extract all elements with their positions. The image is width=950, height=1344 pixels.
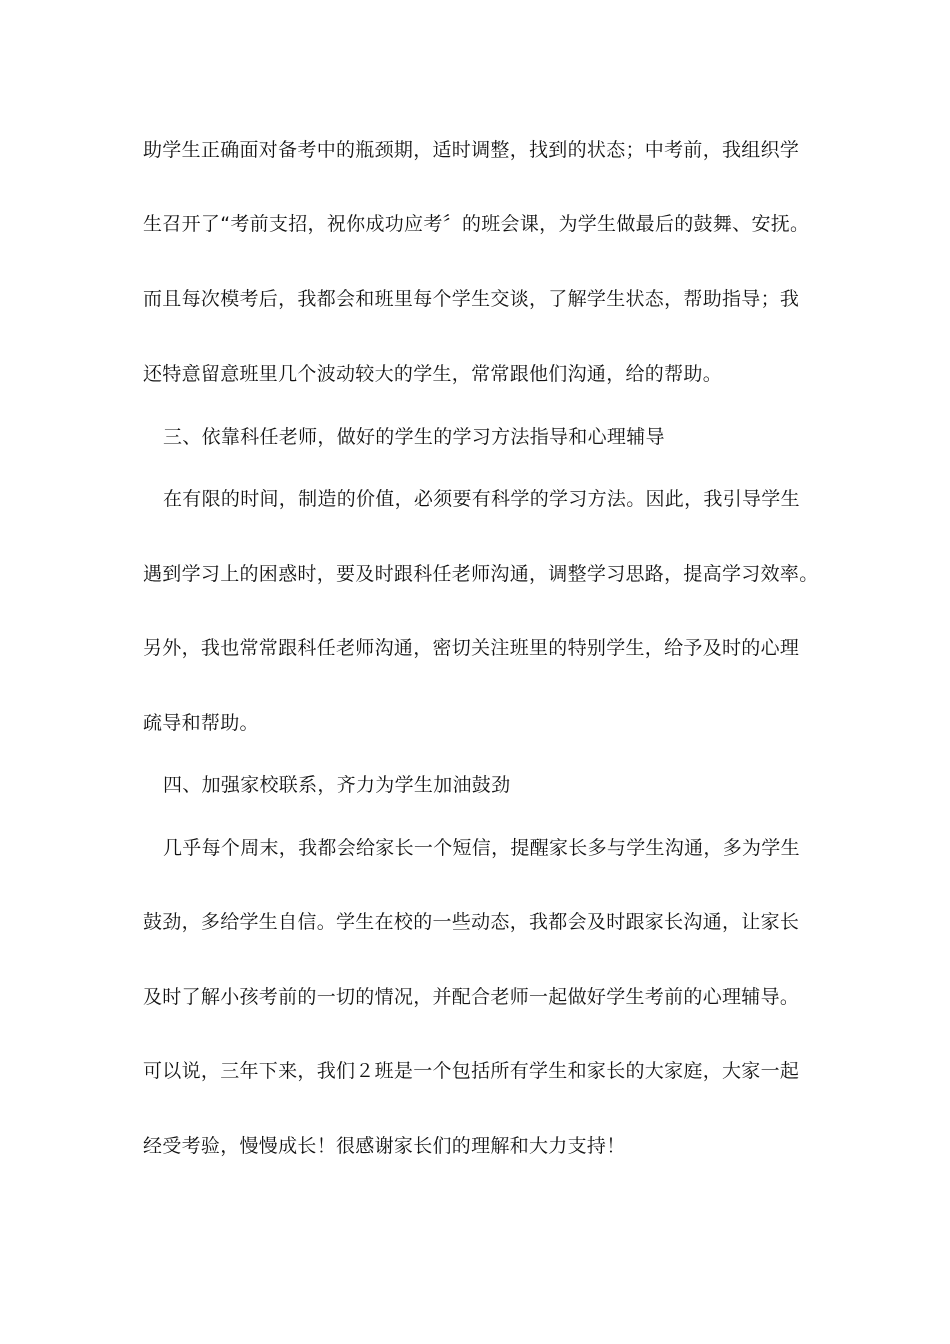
paragraph-2-line-3: 另外，我也常常跟科任老师沟通，密切关注班里的特别学生，给予及时的心理: [143, 637, 800, 659]
paragraph-1-line-4: 还特意留意班里几个波动较大的学生，常常跟他们沟通，给的帮助。: [143, 363, 723, 385]
paragraph-3-line-4: 可以说，三年下来，我们２班是一个包括所有学生和家长的大家庭，大家一起: [143, 1060, 800, 1082]
paragraph-1-line-1: 助学生正确面对备考中的瓶颈期，适时调整，找到的状态；中考前，我组织学: [143, 139, 800, 161]
paragraph-2-line-1: 在有限的时间，制造的价值，必须要有科学的学习方法。因此，我引导学生: [163, 488, 800, 510]
paragraph-2-line-2: 遇到学习上的困惑时，要及时跟科任老师沟通，调整学习思路，提高学习效率。: [143, 563, 819, 585]
paragraph-3-line-3: 及时了解小孩考前的一切的情况，并配合老师一起做好学生考前的心理辅导。: [143, 986, 800, 1008]
paragraph-3-line-1: 几乎每个周末，我都会给家长一个短信，提醒家长多与学生沟通，多为学生: [163, 837, 800, 859]
paragraph-3-line-2: 鼓劲，多给学生自信。学生在校的一些动态，我都会及时跟家长沟通，让家长: [143, 911, 800, 933]
paragraph-2-line-4: 疏导和帮助。: [143, 712, 259, 734]
paragraph-3-line-5: 经受考验，慢慢成长！很感谢家长们的理解和大力支持！: [143, 1135, 626, 1157]
paragraph-1-line-2: 生召开了“考前支招，祝你成功应考〞的班会课，为学生做最后的鼓舞、安抚。: [143, 213, 810, 235]
section-heading-3: 三、依靠科任老师，做好的学生的学习方法指导和心理辅导: [163, 426, 665, 448]
section-heading-4: 四、加强家校联系，齐力为学生加油鼓劲: [163, 774, 511, 796]
paragraph-1-line-3: 而且每次模考后，我都会和班里每个学生交谈，了解学生状态，帮助指导；我: [143, 288, 800, 310]
